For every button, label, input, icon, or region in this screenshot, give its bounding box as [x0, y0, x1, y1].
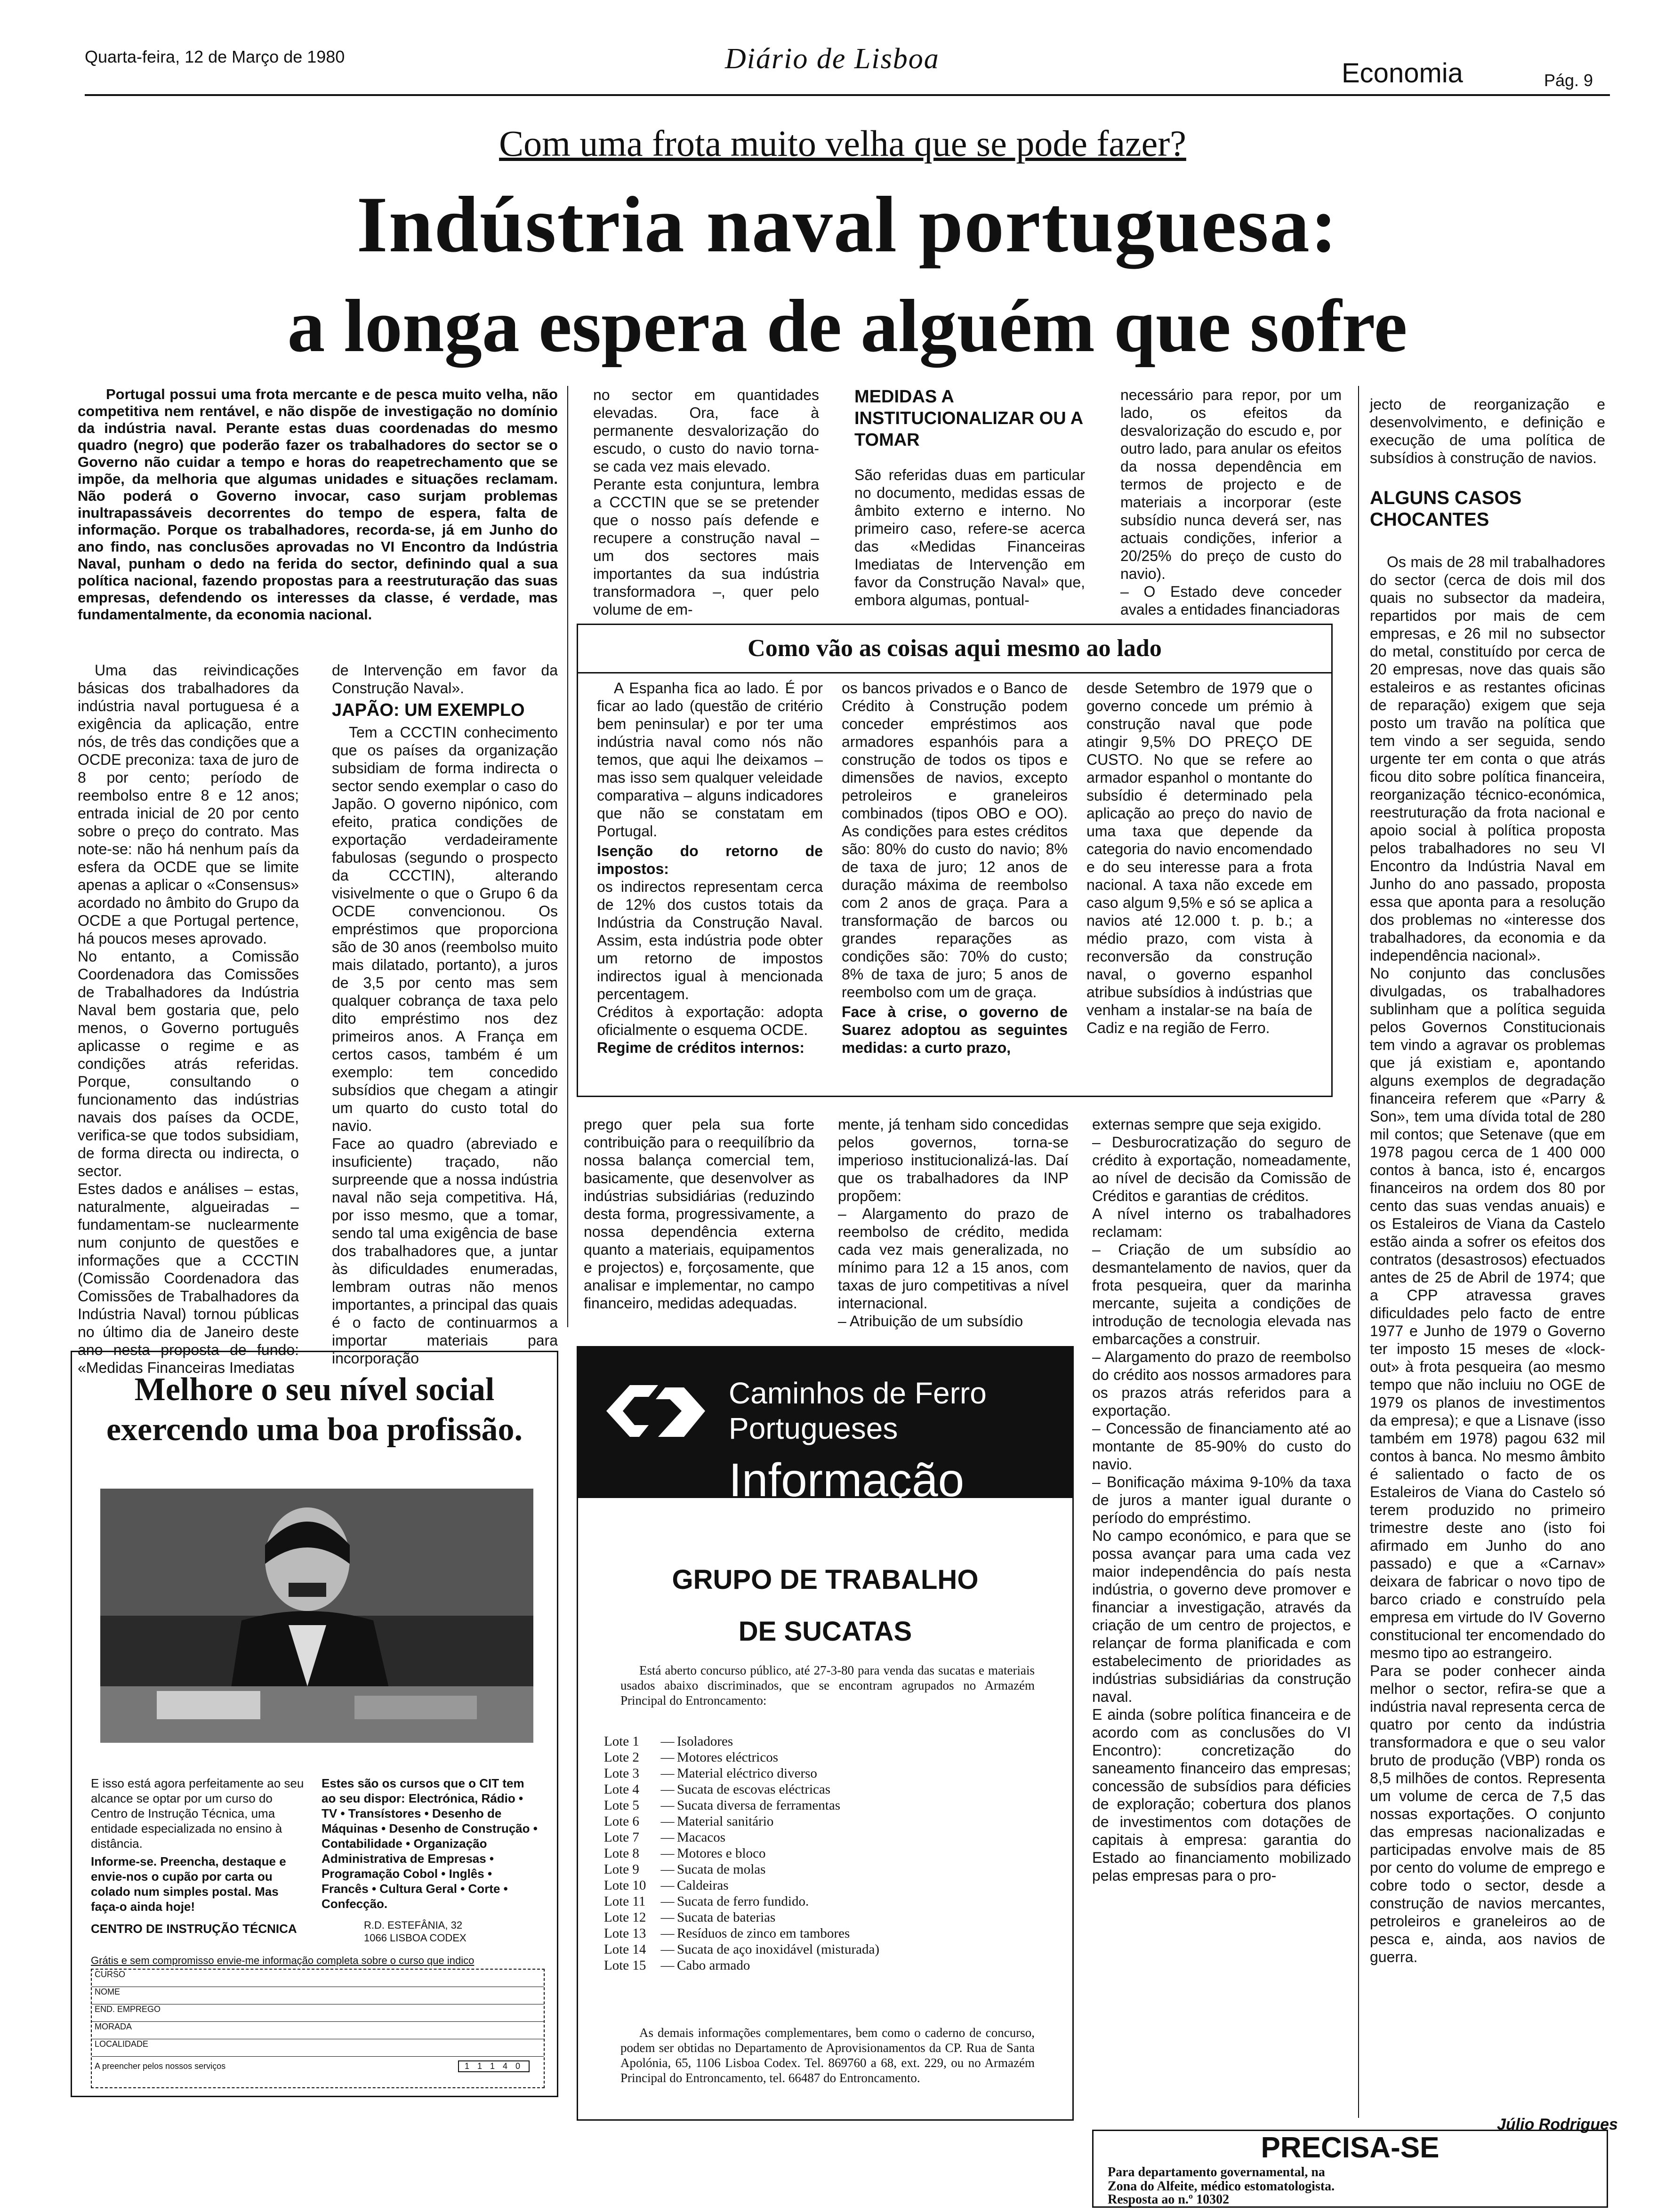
article-kicker: Com uma frota muito velha que se pode fazer? — [499, 123, 1186, 164]
article-col-b-top: São referidas duas em particular no documento, medidas essas de âmbito externo e interno. No primeiro caso, refere-se acerca das «Medidas Financeiras Imediatas de Intervenção em favor da Construção Naval» que, embora algumas, pontual- — [854, 466, 1085, 609]
cp-ad — [577, 1346, 1074, 2121]
cit-left-intro: E isso está agora perfeitamente ao seu alcance se optar por um curso do Centro de Instrução Técnica, uma entidade especializada no ensino à distância. — [91, 1776, 304, 1851]
list-item: Lote 6 — Material sanitário — [604, 1814, 774, 1829]
col2-text-a: de Intervenção em favor da Construção Naval». — [332, 662, 558, 697]
cp-intro: Está aberto concurso público, até 27-3-80 para venda das sucatas e materiais usados abaixo discriminados, que se encontram agrupados no Armazém Principal do Entroncamento: — [620, 1663, 1035, 1707]
article-title-line1: Indústria naval portuguesa: — [356, 180, 1338, 269]
article-col-c-top: necessário para repor, por um lado, os efeitos da desvalorização do escudo e, por outro lado, para anular os efeitos da nossa dependência em termos de projecto e de materiais a incorporar (este subsídio nunca deverá ser, nas actuais condições, inferior a 20/25% do preço de custo do navio). – O Estado deve conceder avales a entidades financiadoras — [1120, 386, 1342, 618]
article-col-a-top: no sector em quantidades elevadas. Ora, face à permanente desvalorização do escudo, o custo do navio torna-se cada vez mais elevado. Perante esta conjuntura, lembra a CCCTIN que se se pretender que o nosso país defende e recupere a construção naval – um dos sectores mais importantes da sua indústria transformadora –, quer pelo volume de em- — [593, 386, 819, 618]
column-rule — [567, 386, 568, 1327]
precisa-text-3: Resposta ao n.º 10302 — [1108, 2192, 1230, 2207]
cp-footer: As demais informações complementares, bem como o caderno de concurso, podem ser obtidas no Departamento de Aprovisionamentos da CP. Rua de Santa Apolónia, 65, 1106 Lisboa Codex. Tel. 869760 a 68, ext. 229, ou no Armazém Principal do Entroncamento, tel. 66487 do Entroncamento. — [620, 2026, 1035, 2085]
column-rule — [1358, 386, 1359, 2118]
cit-field-nome[interactable]: NOME — [92, 1987, 544, 2004]
cit-headline-1: Melhore o seu nível social — [134, 1371, 495, 1408]
cit-centre-name: CENTRO DE INSTRUÇÃO TÉCNICA — [91, 1922, 297, 1936]
isencao-head: Isenção do retorno de impostos: — [597, 842, 823, 877]
list-item: Lote 2 — Motores eléctricos — [604, 1750, 779, 1765]
list-item: Lote 14 — Sucata de aço inoxidável (misturada) — [604, 1942, 880, 1957]
japao-head: JAPÃO: UM EXEMPLO — [332, 700, 525, 720]
byline: Júlio Rodrigues — [1497, 2116, 1618, 2133]
cit-left-bold: Informe-se. Preencha, destaque e envie-nos o cupão por carta ou colado num simples postal. Mas faça-o ainda hoje! — [91, 1854, 286, 1914]
sidebar-col-3: desde Setembro de 1979 que o governo concede um prémio à construção naval que pode atingir 9,5% DO PREÇO DE CUSTO. No que se refere ao armador espanhol o montante do subsídio é determinado pela aplicação ao preço do navio de uma taxa que depende da categoria do navio encomendado e do seu interesse para a frota nacional. A taxa não excede em caso algum 9,5% e só se aplica a navios até 12.000 t. p. b.; a médio prazo, com vista à reconversão da construção naval, o governo espanhol atribue subsídios à indústrias que venham a instalar-se na baía de Cadiz e na região de Ferro. — [1086, 680, 1312, 1036]
section-label: Economia — [1342, 58, 1463, 88]
cit-coupon-intro: Grátis e sem compromisso envie-me informação completa sobre o curso que indico — [91, 1955, 475, 1966]
cp-group-2: DE SUCATAS — [738, 1616, 912, 1647]
precisa-ad — [1092, 2130, 1608, 2208]
cit-field-footer: A preencher pelos nossos serviços — [95, 2061, 226, 2071]
header-rule — [85, 94, 1610, 96]
list-item: Lote 10 — Caldeiras — [604, 1878, 729, 1893]
casos-head: ALGUNS CASOS CHOCANTES — [1370, 488, 1522, 530]
sidebar-col1-text: A Espanha fica ao lado. É por ficar ao lado (questão de critério bem peninsular) e por ter uma indústria naval como nós não temos, que aqui lhe deixamos – mas isso sem qualquer veleidade comparativa – alguns indicadores que não se constatam em Portugal. — [597, 680, 823, 840]
cit-address-1: R.D. ESTEFÂNIA, 32 — [364, 1919, 463, 1931]
list-item: Lote 15 — Cabo armado — [604, 1958, 750, 1973]
list-item: Lote 11 — Sucata de ferro fundido. — [604, 1894, 809, 1909]
cp-group-1: GRUPO DE TRABALHO — [672, 1564, 979, 1595]
cit-code: 1 1 1 4 0 — [458, 2060, 530, 2072]
article-col-5: externas sempre que seja exigido. – Desburocratização do seguro de crédito à exportação, nomeadamente, ao nível de decisão da Comissão de Créditos e garantias de créditos. A nível interno os trabalhadores reclamam: – Criação de um subsídio ao desmantelamento de navios, quer da frota pesqueira, quer da marinha mercante, sujeita a condições de introdução de tecnologia elevada nas embarcações a construir. – Alargamento do prazo de reembolso do crédito aos nossos armadores para os prazos atrás referidos para a exportação. – Concessão de financiamento até ao montante de 85-90% do custo do navio. – Bonificação máxima 9-10% da taxa de juros a manter igual durante o período do empréstimo. No campo económico, e para que se possa avançar para uma cada vez maior independência do país nesta indústria, o governo deve promover e financiar a investigação, através da criação de um centro de projectos, e relançar de forma planificada e com estabelecimento de prioridades as indústrias subsidiárias da construção naval. E ainda (sobre política financeira e de acordo com as conclusões do VI Encontro): concretização do saneamento financeiro das empresas; concessão de subsídios para déficies de exploração; cobertura dos planos de investimentos com dotações de capitais à empresa: garantia do Estado ao financiamento mobilizado pelas empresas para o pro- — [1092, 1116, 1351, 1884]
sidebar-box — [577, 624, 1333, 1097]
cit-field-curso[interactable]: CURSO — [92, 1970, 544, 1987]
list-item: Lote 12 — Sucata de baterias — [604, 1910, 776, 1925]
article-col-4: mente, já tenham sido concedidas pelos governos, torna-se imperioso institucionalizá-las. Daí que os trabalhadores da INP propõem: – Alargamento do prazo de reembolso de crédito, medida cada vez mais generalizada, no mínimo para 12 a 15 anos, com taxas de juro competitivas a nível internacional. – Atribuição de um subsídio — [838, 1116, 1069, 1330]
article-title-line2: a longa espera de alguém que sofre — [287, 284, 1408, 368]
sidebar-title: Como vão as coisas aqui mesmo ao lado — [748, 635, 1162, 662]
sidebar-col-2 — [842, 679, 1068, 1084]
list-item: Lote 9 — Sucata de molas — [604, 1862, 766, 1877]
list-item: Lote 1 — Isoladores — [604, 1734, 733, 1749]
list-item: Lote 3 — Material eléctrico diverso — [604, 1766, 817, 1781]
cit-photo — [100, 1489, 533, 1743]
masthead: Diário de Lisboa — [725, 43, 940, 75]
header-date: Quarta-feira, 12 de Março de 1980 — [85, 47, 345, 66]
cit-right-text: Estes são os cursos que o CIT tem ao seu dispor: Electrónica, Rádio • TV • Transístores • Desenho de Máquinas • Desenho de Construção • Contabilidade • Organização Administrativa de Empresas • Programação Cobol • Inglês • Francês • Cultura Geral • Corte • Confecção. — [322, 1776, 538, 1911]
cit-field-morada[interactable]: MORADA — [92, 2022, 544, 2039]
article-col-1: Uma das reivindicações básicas dos trabalhadores da indústria naval portuguesa é a exigência da aplicação, entre nós, de três das condições que a OCDE preconiza: taxa de juro de 8 por cento; período de reembolso entre 8 e 12 anos; entrada inicial de 20 por cento sobre o preço do contrato. Mas note-se: não há nenhum país da esfera da OCDE que se limite apenas a aplicar o «Consensus» acordado no âmbito do Grupo da OCDE a que Portugal pertence, há poucos meses aprovado. No entanto, a Comissão Coordenadora das Comissões de Trabalhadores da Indústria Naval bem gostaria que, pelo menos, o Governo português aplicasse o regime e as condições atrás referidas. Porque, consultando o funcionamento das indústrias navais dos países da OCDE, verifica-se que todos subsidiam, de forma directa ou indirecta, o sector. Estes dados e análises – estas, naturalmente, algueiradas – fundamentam-se nuclearmente num conjunto de questões e informações que a CCCTIN (Comissão Coordenadora das Comissões de Trabalhadores da Indústria Naval) tornou públicas no último dia de Janeiro deste ano nesta proposta de fundo: «Medidas Financeiras Imediatas — [78, 662, 299, 1376]
page-number: Pág. 9 — [1544, 71, 1593, 90]
precisa-title: PRECISA-SE — [1261, 2132, 1440, 2164]
cp-brand-1: Caminhos de Ferro — [729, 1376, 987, 1410]
precisa-text-2: Zona do Alfeite, médico estomatologista. — [1108, 2179, 1335, 2194]
article-col-6-top: jecto de reorganização e desenvolvimento, e definição e execução de uma política de subsídios à construção de navios. — [1370, 396, 1605, 466]
cit-coupon-form — [91, 1969, 545, 2088]
crise-head: Face à crise, o governo de Suarez adoptou as seguintes medidas: a curto prazo, — [842, 1003, 1068, 1056]
isencao-text: os indirectos representam cerca de 12% dos custos totais da Indústria da Construção Naval. Assim, esta indústria pode obter um retorno de impostos indirectos igual à mencionada percentagem. Créditos à exportação: adopta oficialmente o esquema OCDE. — [597, 878, 823, 1038]
list-item: Lote 8 — Motores e bloco — [604, 1846, 766, 1861]
sidebar-col2-text: os bancos privados e o Banco de Crédito à Construção podem conceder empréstimos aos armadores espanhóis para a construção de todos os tipos e dimensões de navios, excepto petroleiros e graneleiros combinados (tipos OBO e OO). As condições para estes créditos são: 80% do custo do navio; 8% de taxa de juro; 12 anos de duração máxima de reembolso com 2 anos de graça. Para a transformação de barcos ou grandes reparações as condições são: 70% do custo; 8% de taxa de juro; 5 anos de reembolso com um de graça. — [842, 680, 1068, 1001]
medidas-head: MEDIDAS A INSTITUCIONALIZAR OU A TOMAR — [854, 387, 1083, 450]
cp-brand-2: Portugueses — [729, 1411, 898, 1445]
cit-left-text — [91, 1776, 307, 1914]
col2-text-b: Tem a CCCTIN conhecimento que os países da organização subsidiam de forma indirecta o sector sendo exemplar o caso do Japão. O governo nipónico, com efeito, pratica condições de exportação verdadeiramente fabulosas (segundo o prospecto da CCCTIN), alterando visivelmente o que o Grupo 6 da OCDE convencionou. Os empréstimos que proporciona são de 30 anos (reembolso muito mais dilatado, portanto), a juros de 3,5 por cento mas sem qualquer cobrança de taxa pelo dito empréstimo nos dez primeiros anos. A França em certos casos, também é um exemplo: tem concedido subsídios que chegam a atingir um quarto do custo total do navio. Face ao quadro (abreviado e insuficiente) traçado, não surpreende que a nossa indústria naval não seja competitiva. Há, por isso mesmo, que a tomar, sendo tal uma exigência de base dos trabalhadores que, a juntar às dificuldades enumeradas, lembram outras não menos importantes, a principal das quais é o facto de continuarmos a importar materiais para incorporação — [332, 724, 558, 1367]
cp-logo-icon — [602, 1380, 710, 1444]
cit-headline-2: exercendo uma boa profissão. — [106, 1411, 523, 1448]
list-item: Lote 13 — Resíduos de zinco em tambores — [604, 1926, 850, 1941]
article-col-2 — [332, 661, 558, 1367]
list-item: Lote 7 — Macacos — [604, 1830, 726, 1845]
article-col-3: prego quer pela sua forte contribuição para o reequilíbrio da nossa balança comercial tem, basicamente, que desenvolver as indústrias subsidiárias (reduzindo desta forma, progressivamente, a nossa dependência externa quanto a materiais, equipamentos e projectos) e, forçosamente, que analisar e implementar, no campo financeiro, medidas adequadas. — [584, 1116, 814, 1312]
article-lead: Portugal possui uma frota mercante e de pesca muito velha, não competitiva nem rentável, e não dispõe de investigação no domínio da indústria naval. Perante estas duas coordenadas do mesmo quadro (negro) que poderão fazer os trabalhadores do sector se o Governo não cuidar a tempo e horas do reapetrechamento que se impõe, da melhoria que algumas unidades e situações reclamam. Não poderá o Governo invocar, caso surjam problemas inultrapassáveis decorrentes do tempo de espera, falta de informação. Porque os trabalhadores, recorda-se, já em Junho do ano findo, nas conclusões aprovadas no VI Encontro da Indústria Naval, punham o dedo na ferida do sector, definindo qual a sua política nacional, fazendo propostas para a reestruturação das suas empresas, defendendo os interesses da classe, é verdade, mas fundamentalmente, da economia nacional. — [78, 386, 558, 623]
cp-band-title: Informação — [729, 1454, 965, 1507]
cit-address-2: 1066 LISBOA CODEX — [364, 1932, 467, 1944]
precisa-text-1: Para departamento governamental, na — [1108, 2165, 1325, 2180]
cp-lotes-list — [604, 1733, 1028, 1973]
page-header — [0, 0, 1657, 94]
cit-ad — [71, 1351, 558, 2097]
sidebar-col-1 — [597, 679, 823, 1084]
cit-field-end[interactable]: END. EMPREGO — [92, 2004, 544, 2022]
article-col-6: Os mais de 28 mil trabalhadores do sector (cerca de dois mil dos quais no subsector da madeira, repartidos por mais de cem empresas, e 26 mil no subsector do metal, constituído por cerca de 20 empresas, nove das quais são estaleiros e as restantes oficinas de reparação) exigem que seja posto um travão na política que tem vindo a ser seguida, sendo urgente ter em conta o que atrás ficou dito sobre política financeira, reorganização técnico-económica, reestruturação da frota nacional e apoio social à política proposta pelos trabalhadores no seu VI Encontro da Indústria Naval em Junho do ano passado, proposta essa que aponta para a resolução dos problemas no «interesse dos trabalhadores, da economia e da independência nacional». No conjunto das conclusões divulgadas, os trabalhadores sublinham que a política seguida pelos Governos Constitucionais tem vindo a agravar os problemas que já existiam e, apontando alguns exemplos de degradação financeira referem que «Parry & Son», tem uma dívida total de 280 mil contos; que Setenave (que em 1978 pagou cerca de 1 400 000 contos à banca, isto é, encargos financeiros na ordem dos 80 por cento das suas vendas anuais) e os Estaleiros de Viana da Castelo estão ainda a sofrer os efeitos dos contratos (desastrosos) efectuados antes de 25 de Abril de 1974; que a CPP atravessa graves dificuldades pelo facto de entre 1977 e Junho de 1979 o Governo ter imposto 15 meses de «lock-out» à frota pesqueira (ao mesmo tempo que não incluiu no OGE de 1979 os planos de investimentos da empresa); e que a Lisnave (isso também em 1978) pagou 632 mil contos à banca. No mesmo âmbito é salientado o facto de os Estaleiros de Viana do Castelo só terem produzido no primeiro trimestre deste ano (isto foi afirmado em Junho do ano passado) e que a «Carnav» deixara de fabricar o novo tipo de barco criado e construído pela empresa em virtude do IV Governo constitucional ter encomendado do mesmo tipo ao estrangeiro. Para se poder conhecer ainda melhor o sector, refira-se que a indústria naval representa cerca de quatro por cento da indústria transformadora e que o seu valor bruto de produção (VBP) ronda os 8,5 milhões de contos. Representa um volume de cerca de 7,5 das nossas exportações. O conjunto das empresas nacionalizadas e participadas envolve mais de 85 por cento do volume de emprego e cobre todo o sector, desde a construção de navios mercantes, petroleiros e graneleiros ao de pesca e, ainda, aos navios de guerra. — [1370, 553, 1605, 1965]
cit-field-localidade[interactable]: LOCALIDADE — [92, 2039, 544, 2057]
list-item: Lote 4 — Sucata de escovas eléctricas — [604, 1782, 831, 1797]
cit-service-row — [92, 2057, 544, 2076]
regime-head: Regime de créditos internos: — [597, 1039, 804, 1056]
sidebar-title-rule — [578, 672, 1331, 673]
list-item: Lote 5 — Sucata diversa de ferramentas — [604, 1798, 841, 1813]
